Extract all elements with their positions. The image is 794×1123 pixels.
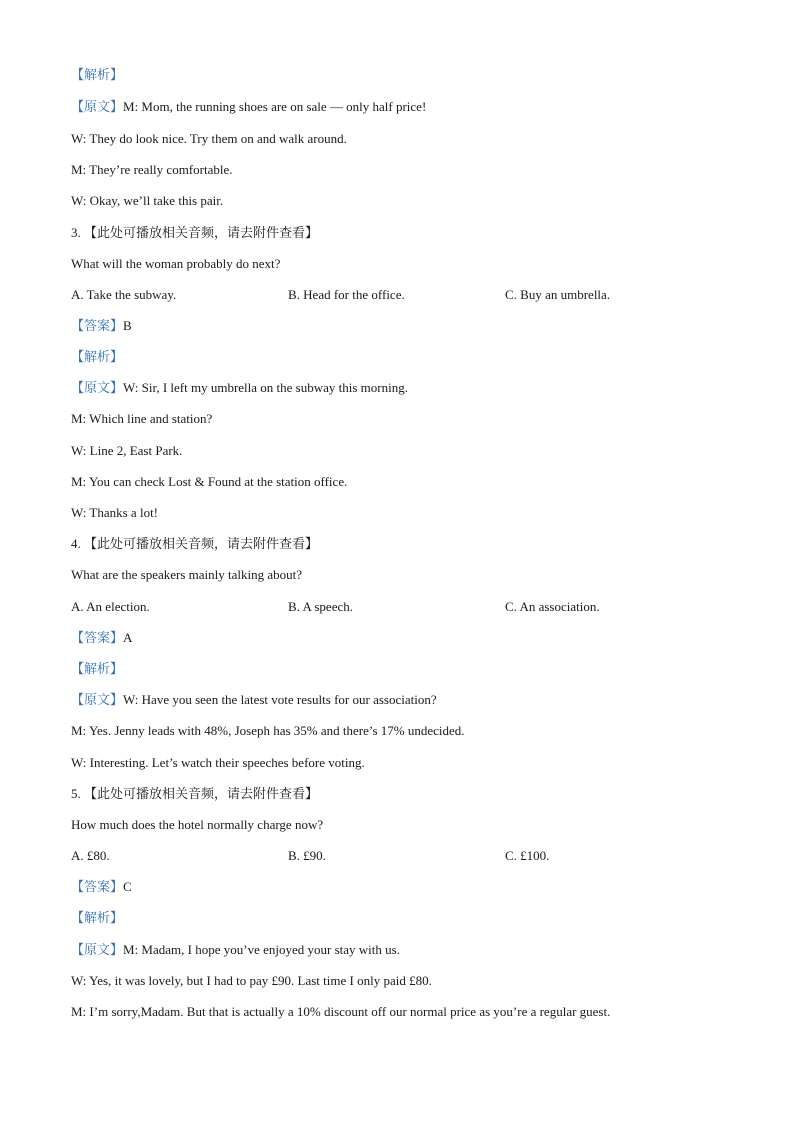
transcript-line: W: They do look nice. Try them on and walk around. [71,131,347,146]
transcript-line: W: Interesting. Let’s watch their speeches before voting. [71,755,365,770]
transcript-line: M: Which line and station? [71,411,213,426]
answer-label: 【答案】 [71,318,124,333]
transcript-line: M: Yes. Jenny leads with 48%, Joseph has 35% and there’s 17% undecided. [71,723,465,738]
original-text-label: 【原文】 [71,692,124,707]
answer-line [71,629,132,647]
question-text: How much does the hotel normally charge now? [71,817,324,832]
answer-line [71,317,132,335]
question-text: What will the woman probably do next? [71,256,281,271]
analysis-label: 【解析】 [71,67,124,82]
transcript-line: M: They’re really comfortable. [71,162,233,177]
transcript-line [71,98,426,116]
transcript-line: W: Yes, it was lovely, but I had to pay £90. Last time I only paid £80. [71,973,432,988]
transcript-line: M: You can check Lost & Found at the station office. [71,474,348,489]
original-text-label: 【原文】 [71,99,124,114]
transcript-line [71,379,408,397]
answer-label: 【答案】 [71,879,124,894]
answer-value: A [123,630,133,645]
transcript-text: M: Madam, I hope you’ve enjoyed your stay with us. [123,942,400,957]
analysis-label: 【解析】 [71,661,124,676]
question-header: 4. 【此处可播放相关音频，请去附件查看】 [71,536,319,551]
transcript-text: W: Sir, I left my umbrella on the subway this morning. [123,380,408,395]
answer-line [71,878,132,896]
question-header: 5. 【此处可播放相关音频，请去附件查看】 [71,786,319,801]
transcript-line [71,941,400,959]
option-c: C. £100. [505,848,550,863]
answer-value: C [123,879,132,894]
option-a: A. Take the subway. [71,287,177,302]
question-header: 3. 【此处可播放相关音频，请去附件查看】 [71,225,319,240]
transcript-line: M: I’m sorry,Madam. But that is actually a 10% discount off our normal price as you’re a regular guest. [71,1004,611,1019]
option-a: A. £80. [71,848,110,863]
option-a: A. An election. [71,599,150,614]
transcript-line: W: Thanks a lot! [71,505,159,520]
transcript-line [71,691,437,709]
question-text: What are the speakers mainly talking about? [71,567,303,582]
option-c: C. An association. [505,599,600,614]
transcript-line: W: Line 2, East Park. [71,443,183,458]
analysis-label: 【解析】 [71,910,124,925]
answer-label: 【答案】 [71,630,124,645]
option-b: B. A speech. [288,599,353,614]
transcript-text: W: Have you seen the latest vote results for our association? [123,692,437,707]
answer-value: B [123,318,132,333]
analysis-label: 【解析】 [71,349,124,364]
transcript-text: M: Mom, the running shoes are on sale — only half price! [123,99,427,114]
transcript-line: W: Okay, we’ll take this pair. [71,193,224,208]
option-b: B. Head for the office. [288,287,405,302]
original-text-label: 【原文】 [71,942,124,957]
option-b: B. £90. [288,848,326,863]
option-c: C. Buy an umbrella. [505,287,611,302]
original-text-label: 【原文】 [71,380,124,395]
